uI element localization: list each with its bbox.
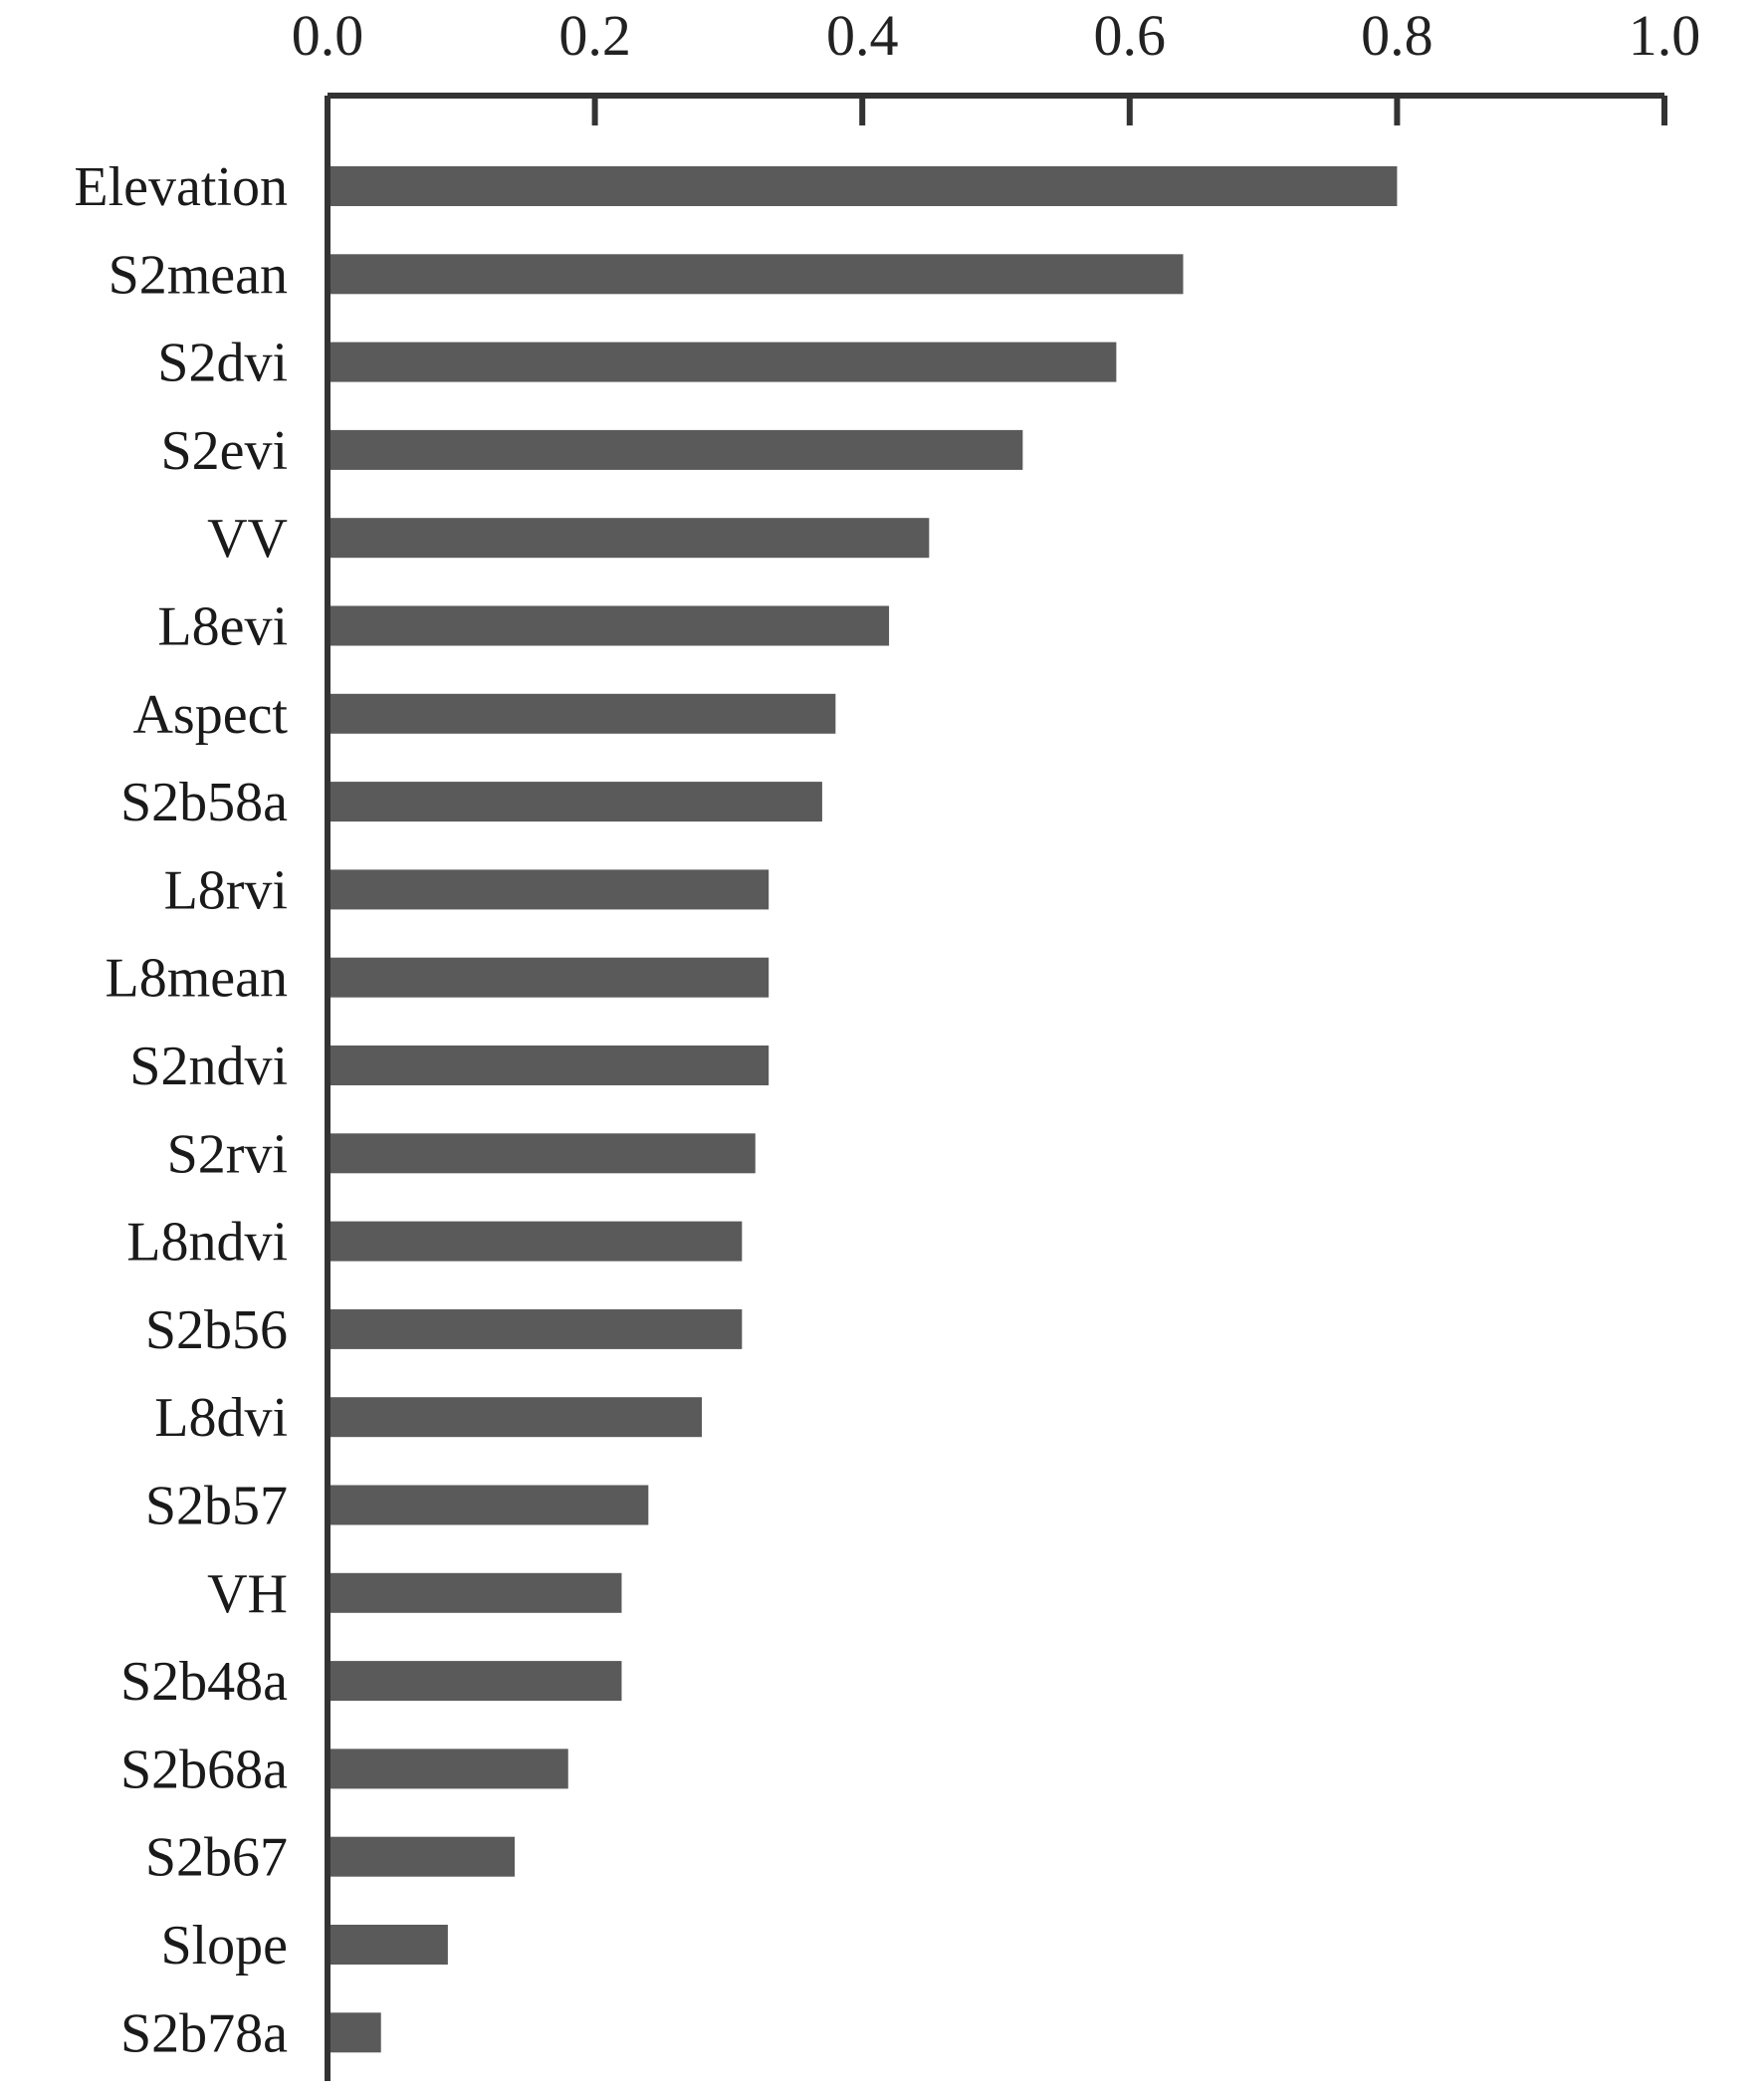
category-label: S2b58a	[120, 772, 288, 834]
category-label: S2b78a	[120, 2002, 288, 2065]
category-label: S2b57	[144, 1475, 288, 1537]
bar-s2b68a	[328, 1748, 568, 1788]
bar-s2b67	[328, 1837, 515, 1877]
x-tick-label: 0.0	[291, 3, 364, 68]
category-label: S2b67	[144, 1826, 288, 1889]
bar-l8ndvi	[328, 1222, 742, 1262]
bar-slope	[328, 1925, 448, 1965]
bar-aspect	[328, 694, 835, 734]
category-label: S2rvi	[166, 1123, 288, 1186]
bar-s2evi	[328, 430, 1022, 470]
bar-s2rvi	[328, 1133, 756, 1173]
category-label: L8rvi	[163, 859, 288, 922]
bar-l8dvi	[328, 1397, 702, 1437]
category-label: S2b68a	[120, 1739, 288, 1801]
category-label: L8dvi	[154, 1387, 288, 1450]
bar-s2b57	[328, 1486, 648, 1525]
bar-l8mean	[328, 958, 769, 998]
category-label: S2evi	[160, 419, 288, 482]
category-label: VH	[207, 1562, 288, 1625]
x-tick-label: 0.8	[1361, 3, 1433, 68]
bar-l8rvi	[328, 869, 769, 909]
bar-l8evi	[328, 606, 889, 646]
category-label: S2b48a	[120, 1651, 288, 1714]
bar-s2dvi	[328, 343, 1116, 382]
bar-s2mean	[328, 254, 1184, 294]
category-label: S2ndvi	[129, 1036, 288, 1097]
category-labels	[74, 156, 288, 2064]
bar-s2b48a	[328, 1661, 621, 1701]
bar-s2b56	[328, 1309, 742, 1349]
x-tick-label: 1.0	[1628, 3, 1701, 68]
bar-elevation	[328, 166, 1397, 206]
category-label: L8mean	[105, 947, 288, 1010]
category-label: Elevation	[74, 156, 288, 218]
category-label: VV	[207, 508, 288, 571]
bars	[328, 166, 1397, 2052]
bar-s2b78a	[328, 2012, 381, 2052]
x-tick-label: 0.2	[558, 3, 631, 68]
x-tick-label: 0.4	[825, 3, 899, 68]
category-label: L8ndvi	[126, 1211, 288, 1274]
x-tick-label: 0.6	[1093, 3, 1167, 68]
category-label: Aspect	[132, 683, 288, 746]
category-label: S2b56	[144, 1298, 288, 1361]
category-label: Slope	[160, 1915, 288, 1977]
category-label: L8evi	[157, 595, 288, 658]
category-label: S2mean	[108, 244, 288, 307]
bar-s2ndvi	[328, 1046, 769, 1085]
bar-vv	[328, 518, 929, 558]
x-axis-ticks	[292, 3, 1701, 125]
category-label: S2dvi	[157, 332, 288, 394]
bar-vh	[328, 1573, 621, 1613]
bar-s2b58a	[328, 782, 822, 821]
